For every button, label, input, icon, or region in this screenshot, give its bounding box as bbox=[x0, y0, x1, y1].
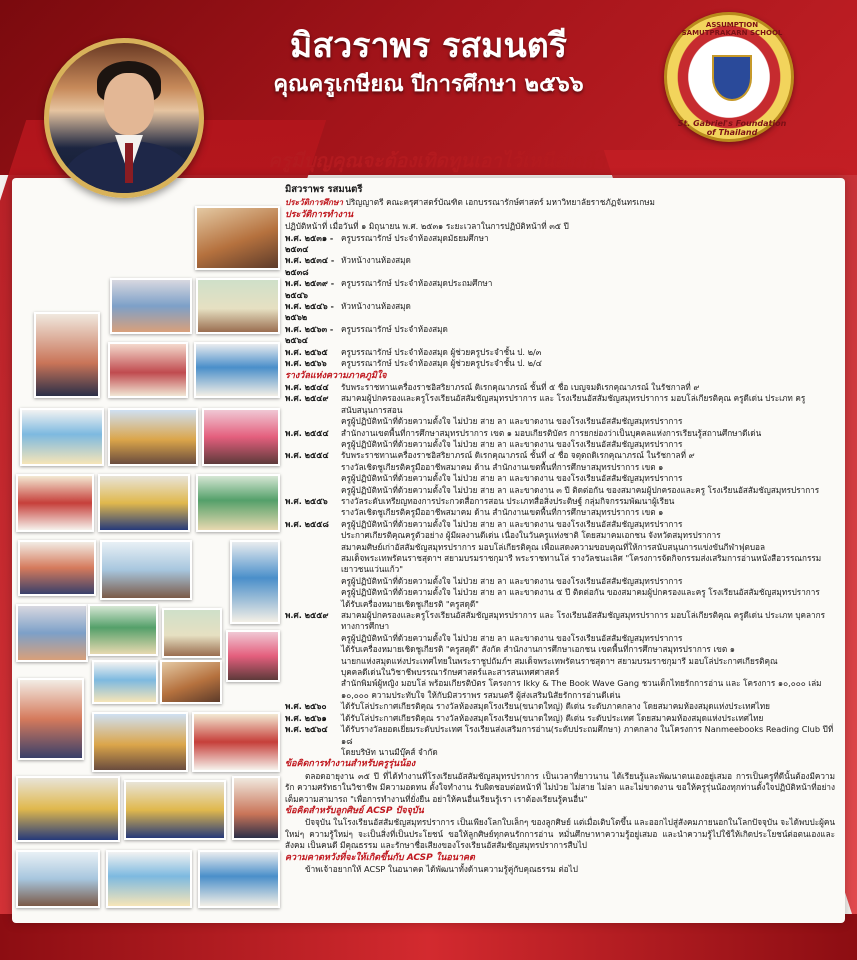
row-year bbox=[285, 485, 341, 496]
row-year bbox=[285, 462, 341, 473]
thoughts-paragraph: ตลอดอายุงาน ๓๕ ปี ที่ได้ทำงานที่โรงเรียนอัสสัมชัญสมุทรปราการ เป็นเวลาที่ยาวนาน ได้เรียนรู้และพัฒนาตนเองอยู่เสมอ การเป็นครูที่ดีนั้นต้องมีความรัก ความศรัทธาในวิชาชีพ มีความอดทน ตั้งใจทำงาน รับผิดชอบต่อหน้าที่ ไม่ป่วย ไม่สาย ไม่ลา และไม่ขาดงาน ขอให้ครูรุ่นน้องทุกท่านตั้งใจปฏิบัติหน้าที่อย่างเต็มความสามารถ "เพื่อการทำงานที่ยั่งยืน อย่าให้คนอื่นเรียนรู้เรา เราต้องเรียนรู้คนอื่น" bbox=[285, 770, 835, 804]
row-year bbox=[285, 439, 341, 450]
activity-photo bbox=[16, 474, 94, 532]
row-description: รางวัลระดับเหรียญทองการประกวดสื่อการสอน ประเภทสื่อสิ่งประดิษฐ์ กลุ่มกิจกรรมพัฒนาผู้เรียน bbox=[341, 495, 675, 506]
teacher-portrait bbox=[44, 38, 204, 198]
work-intro: ปฏิบัติหน้าที่ เมื่อวันที่ ๑ มิถุนายน พ.ศ. ๒๕๓๑ ระยะเวลาในการปฏิบัติหน้าที่ ๓๕ ปี bbox=[285, 221, 569, 232]
row-description: ครูผู้ปฏิบัติหน้าที่ด้วยความตั้งใจ ไม่ป่วย สาย ลา และขาดงาน ของโรงเรียนอัสสัมชัญสมุทรปราการ bbox=[341, 473, 683, 484]
history-row bbox=[285, 382, 835, 393]
row-year: พ.ศ. ๒๕๕๔ bbox=[285, 427, 329, 438]
history-row bbox=[285, 530, 835, 541]
history-row bbox=[285, 553, 835, 576]
history-row bbox=[285, 656, 835, 667]
history-row bbox=[285, 393, 835, 416]
history-row bbox=[285, 428, 835, 439]
activity-photo bbox=[18, 678, 84, 760]
activity-photo bbox=[198, 850, 280, 908]
row-description: หัวหน้างานห้องสมุด bbox=[341, 255, 411, 266]
history-row bbox=[285, 587, 835, 598]
education-line bbox=[285, 197, 835, 208]
row-description: ๑๐,๐๐๐ ความประทับใจ ให้กับมิสวราพร รสมนตรี ผู้ส่งเสริมนิสัยรักการอ่านดีเด่น bbox=[341, 689, 621, 700]
activity-photo bbox=[202, 408, 280, 466]
activity-photo bbox=[196, 474, 280, 532]
history-row bbox=[285, 610, 835, 633]
history-row bbox=[285, 347, 835, 358]
portrait-tie bbox=[125, 143, 133, 183]
activity-photo bbox=[100, 540, 192, 600]
row-description: ประกาศเกียรติคุณครูตัวอย่าง ผู้มีผลงานดีเด่น เนื่องในวันครูแห่งชาติ โดยสมาคมเอกชน จังหวัดสมุทรปราการ bbox=[341, 530, 721, 541]
thoughts-heading: ข้อคิดการทำงานสำหรับครูรุ่นน้อง bbox=[285, 759, 416, 770]
row-description: สมาคมศิษย์เก่าอัสสัมชัญสมุทรปราการ มอบโล่เกียรติคุณ เพื่อแสดงความขอบคุณที่ให้การสนับสนุนการแข่งขันกีฬาฟุตบอล bbox=[341, 541, 765, 552]
row-description: สมาคมผู้ปกครองและครูโรงเรียนอัสสัมชัญสมุทรปราการ และ โรงเรียนอัสสัมชัญสมุทรปราการ มอบโล่เกียรติคุณ ครูดีเด่น ประเภท บุคลากรทางการศึกษา bbox=[341, 610, 825, 632]
future-paragraph: ข้าพเจ้าอยากให้ ACSP ในอนาคต ได้พัฒนาทั้งด้านความรู้คู่กับคุณธรรม ต่อไป bbox=[305, 863, 578, 874]
history-row bbox=[285, 667, 835, 678]
row-description: สมาคมผู้ปกครองและครูโรงเรียนอัสสัมชัญสมุทรปราการ และ โรงเรียนอัสสัมชัญสมุทรปราการ มอบโล่เกียรติคุณ ครูดีเด่น ประเภท ครูสนับสนุนการสอน bbox=[341, 393, 806, 415]
row-year: พ.ศ. ๒๕๖๐ bbox=[285, 701, 327, 712]
history-row bbox=[285, 301, 835, 324]
row-description: ครูผู้ปฏิบัติหน้าที่ด้วยความตั้งใจ ไม่ป่วย สาย ลา และขาดงาน ของโรงเรียนอัสสัมชัญสมุทรปราการ bbox=[341, 416, 683, 427]
row-description: รางวัลเชิดชูเกียรติครูมืออาชีพสมาคม ด้าน สำนักงานเขตพื้นที่การศึกษาสมุทรปราการ เขต ๑ bbox=[341, 507, 664, 518]
history-row bbox=[285, 485, 835, 496]
activity-photo bbox=[196, 278, 280, 334]
row-year: พ.ศ. ๒๕๕๖ bbox=[285, 495, 328, 506]
activity-photo bbox=[98, 474, 190, 532]
activity-photo bbox=[106, 850, 192, 908]
row-description: สำนักงานเขตพื้นที่การศึกษาสมุทรปราการ เขต ๑ มอบเกียรติบัตร การยกย่องว่าเป็นบุคคลแห่งการเรียนรู้สถานศึกษาดีเด่น bbox=[341, 427, 762, 438]
awards-heading: รางวัลแห่งความภาคภูมิใจ bbox=[285, 370, 387, 381]
row-year bbox=[285, 667, 341, 678]
row-description: ครูบรรณารักษ์ ประจำห้องสมุด bbox=[341, 323, 448, 334]
history-row bbox=[285, 701, 835, 712]
history-row bbox=[285, 690, 835, 701]
row-description: สมเด็จพระเทพรัตนราชสุดาฯ สยามบรมราชกุมารี พระราชทานโล่ รางวัลชนะเลิศ "โครงการจัดกิจกรรมส่งเสริมการอ่านหนังสือวรรณกรรมเยาวชนแว่นแก้ว" bbox=[341, 553, 822, 575]
row-year: พ.ศ. ๒๕๕๘ bbox=[285, 518, 329, 529]
row-description: ได้รับโล่ประกาศเกียรติคุณ รางวัลห้องสมุดโรงเรียน(ขนาดใหญ่) ดีเด่น ระดับประเทศ โดยสมาคมห้องสมุดแห่งประเทศไทย bbox=[341, 712, 764, 723]
history-row bbox=[285, 599, 835, 610]
row-year: พ.ศ. ๒๕๔๖ - ๒๕๖๒ bbox=[285, 301, 334, 323]
activity-photo bbox=[232, 776, 280, 840]
activity-photo bbox=[195, 206, 280, 270]
row-year: พ.ศ. ๒๕๕๔ bbox=[285, 450, 329, 461]
activity-photo bbox=[108, 342, 188, 398]
history-row bbox=[285, 439, 835, 450]
history-row bbox=[285, 633, 835, 644]
activity-photo bbox=[226, 630, 280, 682]
row-year bbox=[285, 530, 341, 541]
history-row bbox=[285, 358, 835, 369]
acsp-paragraph: ปัจจุบัน ในโรงเรียนอัสสัมชัญสมุทรปราการ เป็นเพียงโลกใบเล็กๆ ของลูกศิษย์ แต่เมื่อเติบโตขึ้น และออกไปสู่สังคมภายนอกในโลกปัจจุบัน จะได้พบปะผู้คนใหม่ๆ ความรู้ใหม่ๆ จะเป็นสิ่งที่เป็นประโยชน์ ขอให้ลูกศิษย์ทุกคนรักการอ่าน หมั่นศึกษาหาความรู้อยู่เสมอ และนำความรู้ไปใช้ให้เกิดประโยชน์ต่อตนเองและสังคม เป็นคนดี มีคุณธรรม และรักษาชื่อเสียงของโรงเรียนอัสสัมชัญสมุทรปราการสืบไป bbox=[285, 817, 835, 851]
row-description: ครูบรรณารักษ์ ประจำห้องสมุด ผู้ช่วยครูประจำชั้น ป. ๒/๓ bbox=[341, 346, 542, 357]
row-year: พ.ศ. ๒๕๖๔ bbox=[285, 724, 328, 735]
activity-photo bbox=[16, 776, 120, 842]
history-row bbox=[285, 576, 835, 587]
history-row bbox=[285, 324, 835, 347]
row-description: โดยบริษัท นานมีบุ๊คส์ จำกัด bbox=[341, 746, 438, 757]
bio-name: มิสวราพร รสมนตรี bbox=[285, 184, 363, 195]
row-year bbox=[285, 576, 341, 587]
retirement-subtitle: คุณครูเกษียณ ปีการศึกษา ๒๕๖๖ bbox=[273, 72, 584, 97]
row-year bbox=[285, 633, 341, 644]
future-heading: ความคาดหวังที่จะให้เกิดขึ้นกับ ACSP ในอนาคต bbox=[285, 852, 475, 863]
seal-top-text: ASSUMPTION SAMUTPRAKARN SCHOOL bbox=[681, 21, 783, 37]
portrait-face bbox=[104, 73, 154, 135]
history-row bbox=[285, 496, 835, 507]
row-year: พ.ศ. ๒๕๖๕ bbox=[285, 346, 328, 357]
teacher-name-title: มิสวราพร รสมนตรี bbox=[289, 26, 568, 66]
history-row bbox=[285, 724, 835, 747]
activity-photo bbox=[124, 780, 226, 840]
row-description: ครูผู้ปฏิบัติหน้าที่ด้วยความตั้งใจ ไม่ป่วย สาย ลา และขาดงาน ๕ ปี ติดต่อกัน ของสมาคมผู้ปกครองและครู โรงเรียนอัสสัมชัญสมุทรปราการ bbox=[341, 587, 820, 598]
history-row bbox=[285, 473, 835, 484]
row-year bbox=[285, 507, 341, 518]
row-description: รางวัลเชิดชูเกียรติครูมืออาชีพสมาคม ด้าน สำนักงานเขตพื้นที่การศึกษาสมุทรปราการ เขต ๑ bbox=[341, 461, 664, 472]
activity-photo bbox=[92, 660, 158, 704]
row-description: รับพระราชทานเครื่องราชอิสริยาภรณ์ ดิเรกคุณาภรณ์ ชั้นที่ ๔ ชื่อ จตุตถดิเรกคุณาภรณ์ ในรัชกาลที่ ๙ bbox=[341, 450, 695, 461]
row-year: พ.ศ. ๒๕๔๔ bbox=[285, 381, 329, 392]
activity-photo bbox=[34, 312, 100, 398]
history-row bbox=[285, 713, 835, 724]
education-text: ปริญญาตรี คณะครุศาสตร์บัณฑิต เอกบรรณารักษ์ศาสตร์ มหาวิทยาลัยราชภัฏจันทรเกษม bbox=[345, 197, 655, 208]
activity-photo bbox=[160, 660, 222, 704]
history-row bbox=[285, 278, 835, 301]
history-row bbox=[285, 747, 835, 758]
history-row bbox=[285, 507, 835, 518]
history-row bbox=[285, 233, 835, 256]
history-row bbox=[285, 542, 835, 553]
activity-photo bbox=[194, 342, 280, 398]
activity-photo bbox=[16, 604, 88, 662]
activity-photo bbox=[108, 408, 198, 466]
seal-shield-icon bbox=[712, 55, 752, 101]
row-description: ครูบรรณารักษ์ ประจำห้องสมุดประถมศึกษา bbox=[341, 278, 493, 289]
row-description: ครูผู้ปฏิบัติหน้าที่ด้วยความตั้งใจ ไม่ป่วย สาย ลา และขาดงาน ของโรงเรียนอัสสัมชัญสมุทรปราการ bbox=[341, 438, 683, 449]
history-row bbox=[285, 644, 835, 655]
activity-photo bbox=[92, 712, 188, 772]
row-description: ครูบรรณารักษ์ ประจำห้องสมุดมัธยมศึกษา bbox=[341, 232, 489, 243]
row-year bbox=[285, 416, 341, 427]
row-description: ครูผู้ปฏิบัติหน้าที่ด้วยความตั้งใจ ไม่ป่วย สาย ลา และขาดงาน ของโรงเรียนอัสสัมชัญสมุทรปราการ bbox=[341, 518, 683, 529]
row-year: พ.ศ. ๒๕๓๑ - ๒๕๓๔ bbox=[285, 232, 334, 255]
row-year: พ.ศ. ๒๕๖๖ bbox=[285, 358, 327, 369]
row-description: บุคคลดีเด่นในวิชาชีพบรรณารักษศาสตร์และสารสนเทศศาสตร์ bbox=[341, 667, 560, 678]
row-year bbox=[285, 678, 341, 689]
activity-photo bbox=[88, 604, 158, 656]
row-description: ครูผู้ปฏิบัติหน้าที่ด้วยความตั้งใจ ไม่ป่วย สาย ลา และขาดงาน ๓ ปี ติดต่อกัน ของสมาคมผู้ปกครองและครู โรงเรียนอัสสัมชัญสมุทรปราการ bbox=[341, 484, 820, 495]
history-row bbox=[285, 519, 835, 530]
row-year: พ.ศ. ๒๕๓๙ - ๒๕๔๖ bbox=[285, 278, 335, 300]
activity-photo bbox=[230, 540, 280, 624]
seal-bottom-text: St. Gabriel's Foundation of Thailand bbox=[677, 119, 787, 137]
row-description: ครูผู้ปฏิบัติหน้าที่ด้วยความตั้งใจ ไม่ป่วย สาย ลา และขาดงาน ของโรงเรียนอัสสัมชัญสมุทรปราการ bbox=[341, 575, 683, 586]
acsp-heading: ข้อคิดสำหรับลูกศิษย์ ACSP ปัจจุบัน bbox=[285, 805, 424, 816]
row-description: ได้รับเครื่องหมายเชิดชูเกียรติ "ครูสดุดี" bbox=[341, 598, 479, 609]
awards-list bbox=[285, 382, 835, 758]
activity-photo bbox=[16, 850, 100, 908]
row-year bbox=[285, 599, 341, 610]
row-description: หัวหน้างานห้องสมุด bbox=[341, 301, 411, 312]
row-description: สำนักพิมพ์ผู้หญิง มอบโล่ พร้อมเกียรติบัตร โครงการ Ikky & The Book Wave Gang ชวนเด็กไทยรักการอ่าน และ โครงการ ๑๐,๐๐๐ เล่ม bbox=[341, 678, 822, 689]
row-description: ครูบรรณารักษ์ ประจำห้องสมุด ผู้ช่วยครูประจำชั้น ป. ๒/๔ bbox=[341, 358, 542, 369]
activity-photo bbox=[192, 712, 280, 772]
education-label: ประวัติการศึกษา bbox=[285, 197, 344, 208]
row-year bbox=[285, 587, 341, 598]
school-seal-logo bbox=[664, 12, 794, 142]
row-description: นายกแห่งสมุดแห่งประเทศไทยในพระราชูปถัมภ์ฯ สมเด็จพระเทพรัตนราชสุดาฯ สยามบรมราชกุมารี มอบโล่ประกาศเกียรติคุณ bbox=[341, 655, 778, 666]
row-description: ได้รับรางวัลยอดเยี่ยมระดับประเทศ โรงเรียนส่งเสริมการอ่าน(ระดับประถมศึกษา) ภาคกลาง ในโครงการ Nanmeebooks Reading Club ปีที่ ๑๘ bbox=[341, 724, 834, 746]
row-year bbox=[285, 473, 341, 484]
history-row bbox=[285, 416, 835, 427]
row-year bbox=[285, 553, 341, 576]
row-year bbox=[285, 747, 341, 758]
row-description: ครูผู้ปฏิบัติหน้าที่ด้วยความตั้งใจ ไม่ป่วย สาย ลา และขาดงาน ของโรงเรียนอัสสัมชัญสมุทรปราการ bbox=[341, 632, 683, 643]
row-year: พ.ศ. ๒๕๓๔ - ๒๕๓๘ bbox=[285, 255, 335, 277]
motto-text: ครูมีบุญคุณจะต้องเทิดทูนเอาไว้เหนือเกล้า bbox=[268, 150, 606, 172]
history-row bbox=[285, 678, 835, 689]
activity-photo bbox=[162, 608, 222, 658]
row-description: ได้รับเครื่องหมายเชิดชูเกียรติ "ครูสดุดี" สังกัด สำนักงานการศึกษาเอกชน เขตพื้นที่การศึกษาสมุทรปราการ เขต ๑ bbox=[341, 644, 735, 655]
row-year bbox=[285, 656, 341, 667]
biography-text bbox=[285, 184, 835, 875]
activity-photo bbox=[18, 540, 96, 596]
row-description: ได้รับโล่ประกาศเกียรติคุณ รางวัลห้องสมุดโรงเรียน(ขนาดใหญ่) ดีเด่น ระดับภาคกลาง โดยสมาคมห้องสมุดแห่งประเทศไทย bbox=[341, 701, 770, 712]
row-year: พ.ศ. ๒๕๕๙ bbox=[285, 610, 329, 621]
row-year bbox=[285, 542, 341, 553]
work-history-heading: ประวัติการทำงาน bbox=[285, 209, 354, 220]
history-row bbox=[285, 462, 835, 473]
activity-photo bbox=[20, 408, 104, 466]
row-year: พ.ศ. ๒๕๔๙ bbox=[285, 393, 329, 404]
activity-photo bbox=[110, 278, 192, 334]
row-year: พ.ศ. ๒๕๖๓ - ๒๕๖๔ bbox=[285, 323, 334, 346]
row-year bbox=[285, 644, 341, 655]
row-description: รับพระราชทานเครื่องราชอิสริยาภรณ์ ดิเรกคุณาภรณ์ ชั้นที่ ๕ ชื่อ เบญจมดิเรกคุณาภรณ์ ในรัชกาลที่ ๙ bbox=[341, 381, 700, 392]
history-row bbox=[285, 450, 835, 461]
row-year bbox=[285, 690, 341, 701]
work-history-list bbox=[285, 233, 835, 370]
history-row bbox=[285, 255, 835, 278]
row-year: พ.ศ. ๒๕๖๑ bbox=[285, 712, 327, 723]
